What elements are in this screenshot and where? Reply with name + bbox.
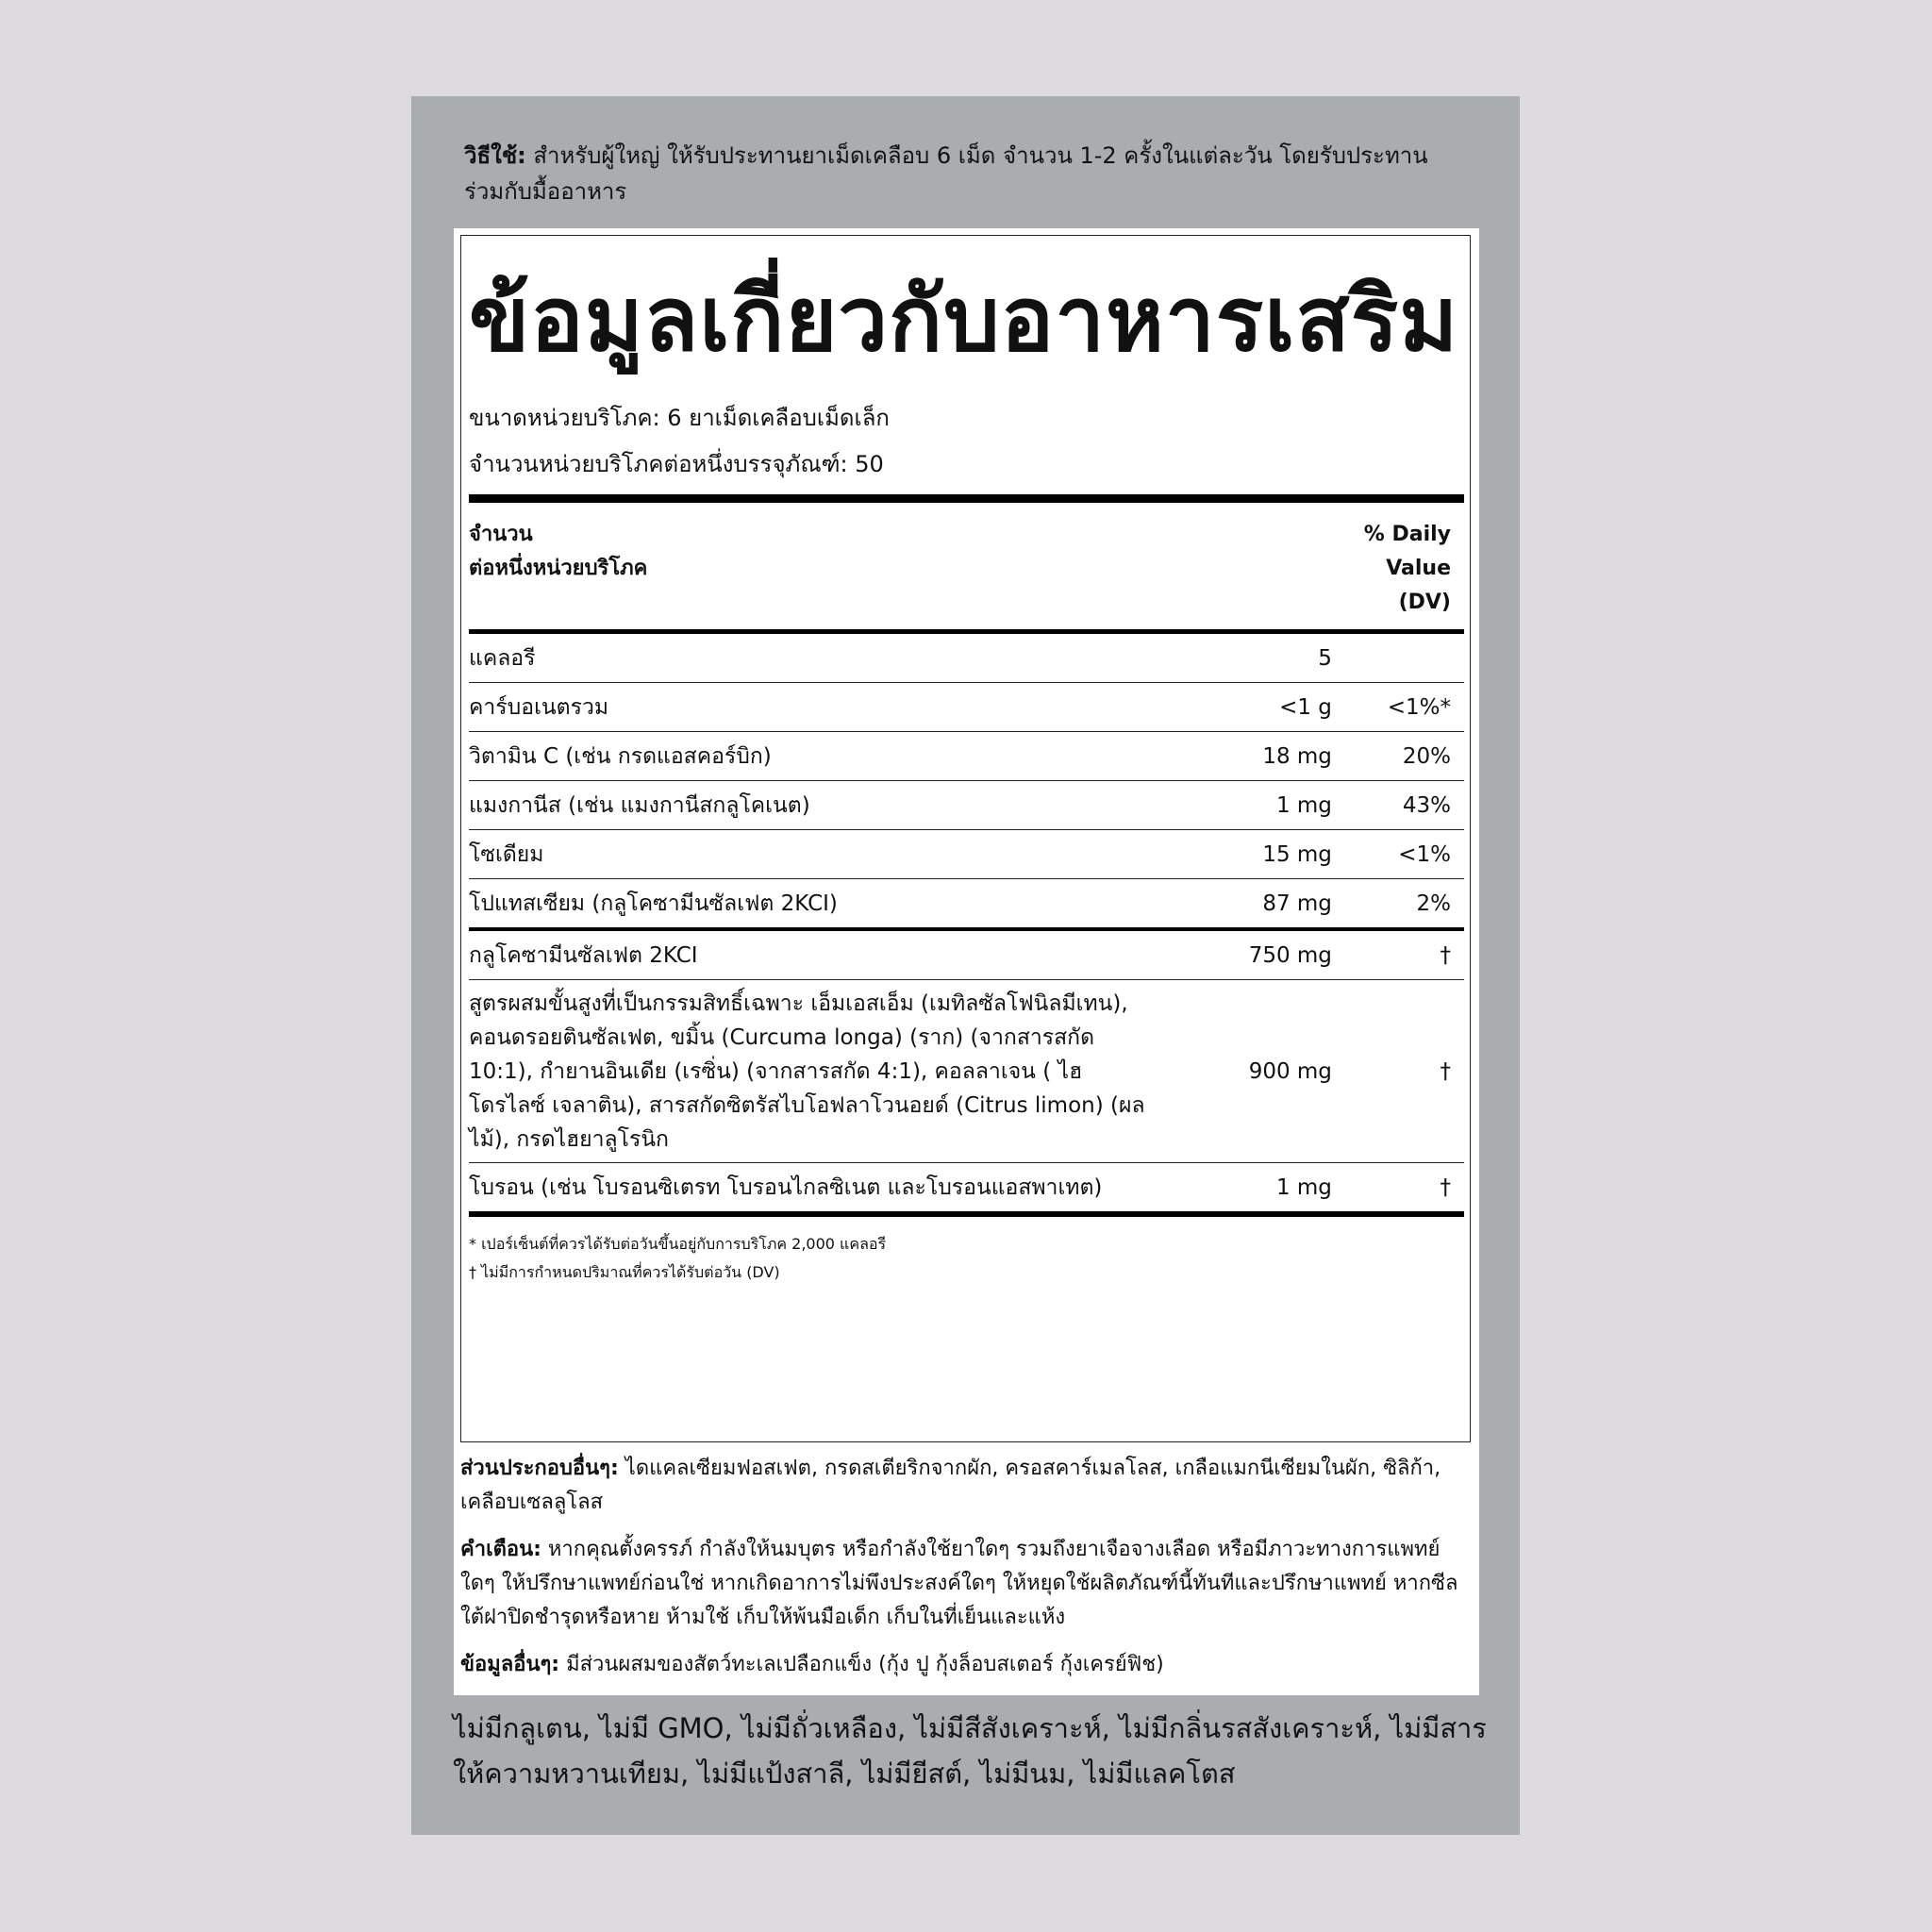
nutrient-table xyxy=(469,634,1464,1217)
additional-info xyxy=(460,1452,1470,1695)
table-row xyxy=(469,929,1464,980)
header-dv-line-1: % Daily xyxy=(1363,523,1451,546)
table-row xyxy=(469,781,1464,830)
nutrient-amount: 750 mg xyxy=(1210,929,1332,980)
table-row xyxy=(469,1163,1464,1215)
other-ingredients xyxy=(460,1452,1470,1520)
nutrient-name: โปแทสเซียม (กลูโคซามีนซัลเฟต 2KCI) xyxy=(469,879,1210,930)
footnotes xyxy=(469,1217,1464,1287)
nutrient-amount: 5 xyxy=(1210,634,1332,683)
directions-label: วิธีใช้: xyxy=(464,142,526,169)
table-row xyxy=(469,683,1464,732)
free-from-statement: ไม่มีกลูเตน, ไม่มี GMO, ไม่มีถั่วเหลือง, ไม่มีสีสังเคราะห์, ไม่มีกลิ่นรสสังเคราะห์, ไม่มีสารให้ความหวานเทียม, ไม่มีแป้งสาลี, ไม่มียีสต์, ไม่มีนม, ไม่มีแลคโตส xyxy=(453,1712,1487,1790)
table-row xyxy=(469,879,1464,930)
nutrient-amount: 900 mg xyxy=(1210,980,1332,1163)
footnote-daily-value: * เปอร์เซ็นต์ที่ควรได้รับต่อวันขึ้นอยู่กับการบริโภค 2,000 แคลอรี xyxy=(469,1235,887,1253)
nutrient-dv: <1%* xyxy=(1332,683,1464,732)
supplement-facts-box xyxy=(460,235,1471,1442)
nutrient-dv: 43% xyxy=(1332,781,1464,830)
servings-per-container: จำนวนหน่วยบริโภคต่อหนึ่งบรรจุภัณฑ์: 50 xyxy=(469,451,884,477)
table-row xyxy=(469,634,1464,683)
other-ingredients-label: ส่วนประกอบอื่นๆ: xyxy=(460,1457,619,1480)
header-daily-value xyxy=(1364,518,1464,620)
facts-title: ข้อมูลเกี่ยวกับอาหารเสริม xyxy=(469,269,1459,372)
nutrient-amount: 18 mg xyxy=(1210,732,1332,781)
proprietary-blend: สูตรผสมขั้นสูงที่เป็นกรรมสิทธิ์เฉพาะ เอ็มเอสเอ็ม (เมทิลซัลโฟนิลมีเทน), คอนดรอยตินซัลเฟต, ขมิ้น (Curcuma longa) (ราก) (จากสารสกัด 10:1), กำยานอินเดีย (เรซิ่น) (จากสารสกัด 4:1), คอลลาเจน ( ไฮโดรไลซ์ เจลาติน), สารสกัดซิตรัสไบโอฟลาโวนอยด์ (Citrus limon) (ผลไม้), กรดไฮยาลูโรนิก xyxy=(469,991,1145,1152)
label-panel xyxy=(411,96,1520,1835)
footnote-no-dv: † ไม่มีการกำหนดปริมาณที่ควรได้รับต่อวัน (DV) xyxy=(469,1263,780,1281)
nutrient-dv: † xyxy=(1332,980,1464,1163)
nutrient-name: คาร์บอเนตรวม xyxy=(469,683,1210,732)
nutrient-amount: <1 g xyxy=(1210,683,1332,732)
other-info-label: ข้อมูลอื่นๆ: xyxy=(460,1653,560,1676)
nutrient-dv xyxy=(1332,634,1464,683)
directions-body: สำหรับผู้ใหญ่ ให้รับประทานยาเม็ดเคลือบ 6 เม็ด จำนวน 1-2 ครั้งในแต่ละวัน โดยรับประทานร่วมกับมื้ออาหาร xyxy=(464,142,1428,205)
other-info-text: มีส่วนผสมของสัตว์ทะเลเปลือกแข็ง (กุ้ง ปู กุ้งล็อบสเตอร์ กุ้งเครย์ฟิช) xyxy=(559,1653,1164,1676)
header-dv-line-2: Value xyxy=(1386,557,1451,580)
other-info xyxy=(460,1648,1470,1682)
nutrient-dv: 2% xyxy=(1332,879,1464,930)
table-row xyxy=(469,732,1464,781)
supplement-label xyxy=(454,228,1479,1695)
facts-header xyxy=(469,503,1464,629)
serving-size: ขนาดหน่วยบริโภค: 6 ยาเม็ดเคลือบเม็ดเล็ก xyxy=(469,405,890,431)
nutrient-dv: † xyxy=(1332,1163,1464,1215)
header-amount-line-1: จำนวน xyxy=(469,523,533,546)
nutrient-amount: 1 mg xyxy=(1210,1163,1332,1215)
divider-thick xyxy=(469,494,1464,503)
nutrient-amount: 1 mg xyxy=(1210,781,1332,830)
nutrient-name: โซเดียม xyxy=(469,830,1210,879)
warning-label: คำเตือน: xyxy=(460,1538,541,1561)
nutrient-dv: <1% xyxy=(1332,830,1464,879)
header-dv-line-3: (DV) xyxy=(1398,591,1451,614)
nutrient-name: วิตามิน C (เช่น กรดแอสคอร์บิก) xyxy=(469,732,1210,781)
nutrient-amount: 15 mg xyxy=(1210,830,1332,879)
nutrient-name: แคลอรี xyxy=(469,634,1210,683)
other-ingredients-text: ไดแคลเซียมฟอสเฟต, กรดสเตียริกจากผัก, ครอสคาร์เมลโลส, เกลือแมกนีเซียมในผัก, ซิลิก้า, เคลือบเซลลูโลส xyxy=(460,1457,1441,1514)
table-row xyxy=(469,980,1464,1163)
warning-text: หากคุณตั้งครรภ์ กำลังให้นมบุตร หรือกำลังใช้ยาใดๆ รวมถึงยาเจือจางเลือด หรือมีภาวะทางการแพทย์ใดๆ ให้ปรึกษาแพทย์ก่อนใช่ หากเกิดอาการไม่พึงประสงค์ใดๆ ให้หยุดใช้ผลิตภัณฑ์นี้ทันทีและปรึกษาแพทย์ หากซีลใต้ฝาปิดชำรุดหรือหาย ห้ามใช้ เก็บให้พ้นมือเด็ก เก็บในที่เย็นและแห้ง xyxy=(460,1538,1458,1629)
blend-cell xyxy=(469,980,1210,1163)
warning xyxy=(460,1533,1470,1635)
nutrient-name: โบรอน (เช่น โบรอนซิเตรท โบรอนไกลซิเนต และโบรอนแอสพาเทต) xyxy=(469,1163,1210,1215)
table-row xyxy=(469,830,1464,879)
header-amount-line-2: ต่อหนึ่งหน่วยบริโภค xyxy=(469,557,648,580)
nutrient-dv: † xyxy=(1332,929,1464,980)
directions-text xyxy=(464,138,1464,209)
nutrient-name: กลูโคซามีนซัลเฟต 2KCI xyxy=(469,929,1210,980)
nutrient-amount: 87 mg xyxy=(1210,879,1332,930)
nutrient-dv: 20% xyxy=(1332,732,1464,781)
nutrient-name: แมงกานีส (เช่น แมงกานีสกลูโคเนต) xyxy=(469,781,1210,830)
header-amount xyxy=(469,518,647,620)
